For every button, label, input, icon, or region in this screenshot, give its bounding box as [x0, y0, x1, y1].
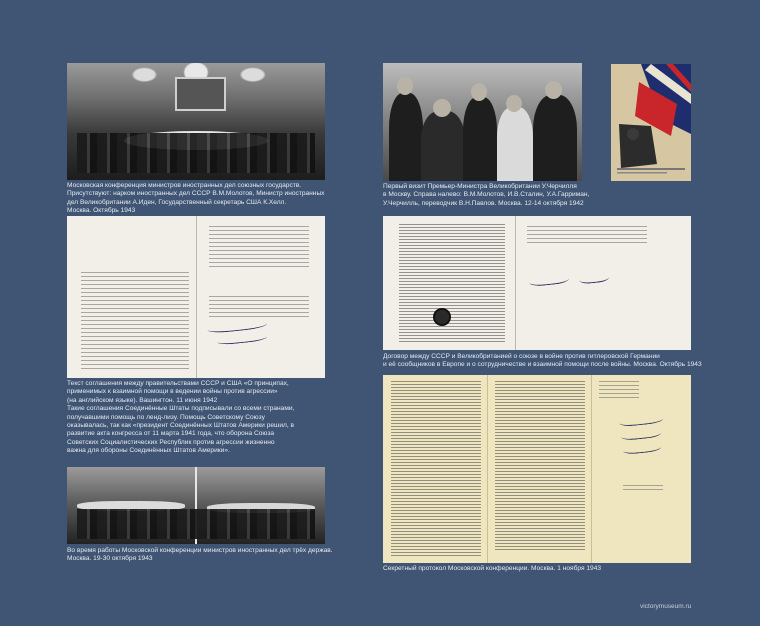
- photo-three-powers-conference: [67, 467, 325, 544]
- signature: [579, 270, 610, 284]
- delegates-group: [77, 509, 314, 540]
- document-treaty-uk: [383, 216, 691, 350]
- figure-stalin: [497, 107, 533, 181]
- figure-churchill: [421, 111, 465, 181]
- signature-2: [621, 427, 662, 441]
- caption-three-powers: Во время работы Московской конференции министров иностранных дел трёх держав. Москва. 19-30 октября 1943: [67, 547, 333, 563]
- signature: [529, 272, 570, 287]
- photo-churchill-visit: [383, 63, 582, 181]
- text-block-left: [81, 272, 189, 370]
- signature-3: [623, 441, 662, 455]
- document-agreement-usa: [67, 216, 325, 378]
- document-secret-protocol: [383, 375, 691, 563]
- site-credit: victorymuseum.ru: [640, 603, 692, 610]
- wax-seal: [433, 308, 451, 326]
- photo-moscow-conference: [67, 63, 325, 180]
- figure-harriman: [463, 97, 497, 181]
- caption-secret-protocol: Секретный протокол Московской конференции. Москва. 1 ноября 1943: [383, 565, 602, 572]
- signature: [217, 331, 268, 345]
- text-block-left: [399, 224, 505, 342]
- signature-1: [619, 413, 664, 428]
- text-column-3: [599, 381, 639, 401]
- caption-moscow-conference: Московская конференция министров иностранных дел союзных государств. Присутствуют: нарком иностранных дел СССР В.М.Молотов, Министр иностранных дел Великобритании А.Иден, Государственный секретарь США К.Хелл. Москва. Октябрь 1943: [67, 182, 325, 215]
- poster-image: [611, 64, 691, 181]
- text-column-2: [495, 381, 585, 551]
- caption-treaty-uk: Договор между СССР и Великобританией о союзе в войне против гитлеровской Германии и её сообщников в Европе и о сотрудничестве и взаимной помощи после войны. Москва. Октябрь 1943: [383, 353, 702, 369]
- text-column-1: [391, 381, 481, 557]
- poster-artwork: [611, 64, 691, 181]
- text-block-right-top: [209, 226, 309, 270]
- painting-frame: [175, 77, 225, 111]
- caption-agreement-usa: Текст соглашения между правительствами СССР и США «О принципах, применимых к взаимной помощи в ведении войны против агрессии» (на английском языке). Вашингтон. 11 июня 1942 Такие соглашения Соединённые Штаты подписывали со всеми странами, получавшими помощь по ленд-лизу. Помощь Советскому Союзу оказывалась, так как «президент Соединённых Штатов Америки решил, в развитие акта конгресса от 11 марта 1941 года, что оборона Союза Советских Социалистических Республик против агрессии жизненно важна для обороны Соединённых Штатов Америки».: [67, 380, 295, 455]
- text-block-right: [527, 226, 647, 244]
- caption-churchill-visit: Первый визит Премьер-Министра Великобритании У.Черчилля в Москву. Справа налево: В.М.Молотов, И.В.Сталин, У.А.Гарриман, У.Черчилль, переводчик В.Н.Павлов. Москва. 12-14 октября 1942: [383, 183, 590, 207]
- delegates-group: [77, 133, 314, 173]
- figure-pavlov: [389, 93, 423, 181]
- text-block-right-mid: [209, 296, 309, 320]
- figure-molotov: [533, 95, 577, 181]
